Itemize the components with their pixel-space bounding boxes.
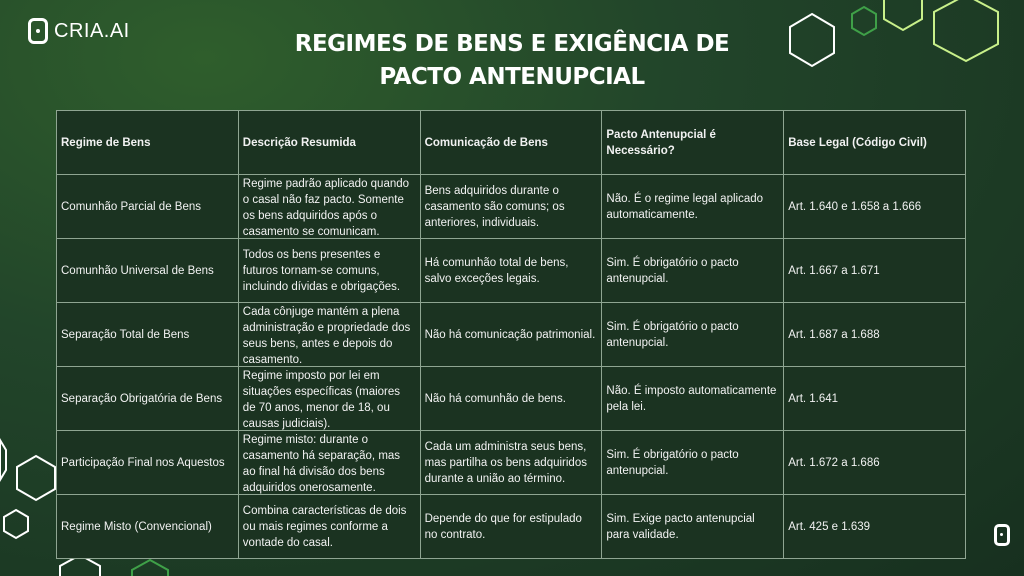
header-comunicacao: Comunicação de Bens <box>420 111 602 175</box>
cell-comunicacao-text: Depende do que for estipulado no contrato. <box>424 512 582 541</box>
table-row <box>57 175 966 239</box>
header-descricao: Descrição Resumida <box>238 111 420 175</box>
cell-base-legal <box>784 495 966 559</box>
cell-descricao-text: Combina características de dois ou mais regimes conforme a vontade do casal. <box>242 504 407 549</box>
cell-pacto-text: Sim. Exige pacto antenupcial para validade. <box>606 512 755 541</box>
cell-pacto-text: Sim. É obrigatório o pacto antenupcial. <box>606 320 739 349</box>
cell-comunicacao <box>420 495 602 559</box>
hexagon-white-tiny-icon <box>4 510 28 538</box>
cell-comunicacao <box>420 239 602 303</box>
cell-base-legal-text: Art. 1.640 e 1.658 a 1.666 <box>788 200 922 213</box>
table-row <box>57 495 966 559</box>
brand-name: CRIA.AI <box>54 19 130 42</box>
cell-descricao <box>238 495 420 559</box>
hexagon-white-small-icon <box>17 456 55 500</box>
cell-comunicacao-text: Cada um administra seus bens, mas partilha os bens adquiridos durante a união ao término. <box>424 440 587 485</box>
table-row <box>57 239 966 303</box>
cell-comunicacao <box>420 175 602 239</box>
cell-regime <box>57 367 239 431</box>
cell-descricao <box>238 303 420 367</box>
hexagon-white-icon <box>790 14 834 66</box>
cell-pacto-text: Não. É o regime legal aplicado automaticamente. <box>606 192 764 221</box>
hexagon-lime-icon <box>884 0 922 30</box>
hexagon-lime-large-icon <box>934 0 998 61</box>
cell-base-legal-text: Art. 1.641 <box>788 392 839 405</box>
cell-regime <box>57 495 239 559</box>
cell-regime <box>57 303 239 367</box>
cell-regime-text: Participação Final nos Aquestos <box>61 456 225 469</box>
page-title <box>250 28 774 94</box>
cell-base-legal <box>784 239 966 303</box>
cell-comunicacao <box>420 431 602 495</box>
table-row <box>57 431 966 495</box>
cell-comunicacao <box>420 367 602 431</box>
cell-pacto-text: Não. É imposto automaticamente pela lei. <box>606 384 777 413</box>
cell-comunicacao-text: Bens adquiridos durante o casamento são comuns; os anteriores, individuais. <box>424 184 565 229</box>
cell-comunicacao-text: Não há comunicação patrimonial. <box>424 328 596 341</box>
header-regime: Regime de Bens <box>57 111 239 175</box>
cell-regime-text: Separação Obrigatória de Bens <box>61 392 223 405</box>
cell-regime-text: Comunhão Parcial de Bens <box>61 200 201 213</box>
cell-descricao-text: Regime padrão aplicado quando o casal não faz pacto. Somente os bens adquiridos após o casamento se comunicam. <box>242 177 410 238</box>
cell-base-legal-text: Art. 1.667 a 1.671 <box>788 264 880 277</box>
header-pacto: Pacto Antenupcial é Necessário? <box>602 111 784 175</box>
cell-descricao-text: Regime misto: durante o casamento há separação, mas ao final há divisão dos bens adquiridos onerosamente. <box>242 433 401 494</box>
cell-descricao-text: Todos os bens presentes e futuros tornam-se comuns, incluindo dívidas e obrigações. <box>242 248 401 293</box>
cell-pacto <box>602 239 784 303</box>
logo-icon <box>28 18 48 44</box>
cell-base-legal-text: Art. 1.687 a 1.688 <box>788 328 880 341</box>
cell-pacto <box>602 303 784 367</box>
cell-pacto <box>602 175 784 239</box>
cell-comunicacao-text: Há comunhão total de bens, salvo exceções legais. <box>424 256 569 285</box>
cell-regime-text: Separação Total de Bens <box>61 328 190 341</box>
cell-descricao <box>238 367 420 431</box>
brand-logo <box>28 18 130 44</box>
cell-base-legal-text: Art. 1.672 a 1.686 <box>788 456 880 469</box>
cell-regime <box>57 239 239 303</box>
cell-base-legal-text: Art. 425 e 1.639 <box>788 520 871 533</box>
cell-pacto <box>602 495 784 559</box>
table-row <box>57 303 966 367</box>
cell-comunicacao-text: Não há comunhão de bens. <box>424 392 566 405</box>
cell-descricao <box>238 175 420 239</box>
cell-regime-text: Comunhão Universal de Bens <box>61 264 214 277</box>
cell-pacto <box>602 367 784 431</box>
title-line-2: PACTO ANTENUPCIAL <box>379 64 645 90</box>
cell-base-legal <box>784 303 966 367</box>
cell-regime <box>57 431 239 495</box>
header-base-legal: Base Legal (Código Civil) <box>784 111 966 175</box>
cell-descricao-text: Regime imposto por lei em situações específicas (maiores de 70 anos, menor de 18, ou causas judiciais). <box>242 369 401 430</box>
cell-descricao <box>238 431 420 495</box>
cell-base-legal <box>784 175 966 239</box>
regimes-table <box>56 110 966 559</box>
cell-descricao <box>238 239 420 303</box>
hexagon-green-bottom-icon <box>132 560 168 576</box>
cell-comunicacao <box>420 303 602 367</box>
hexagon-edge-icon <box>0 440 6 480</box>
cell-base-legal <box>784 367 966 431</box>
cell-pacto-text: Sim. É obrigatório o pacto antenupcial. <box>606 448 739 477</box>
corner-logo-icon <box>994 524 1010 546</box>
cell-pacto <box>602 431 784 495</box>
table-row <box>57 367 966 431</box>
cell-base-legal <box>784 431 966 495</box>
cell-regime <box>57 175 239 239</box>
cell-descricao-text: Cada cônjuge mantém a plena administração e propriedade dos seus bens, antes e depois do casamento. <box>242 305 411 366</box>
title-line-1: REGIMES DE BENS E EXIGÊNCIA DE <box>294 31 730 57</box>
cell-regime-text: Regime Misto (Convencional) <box>61 520 212 533</box>
hexagon-green-icon <box>852 7 876 35</box>
table-header-row <box>57 111 966 175</box>
cell-pacto-text: Sim. É obrigatório o pacto antenupcial. <box>606 256 739 285</box>
